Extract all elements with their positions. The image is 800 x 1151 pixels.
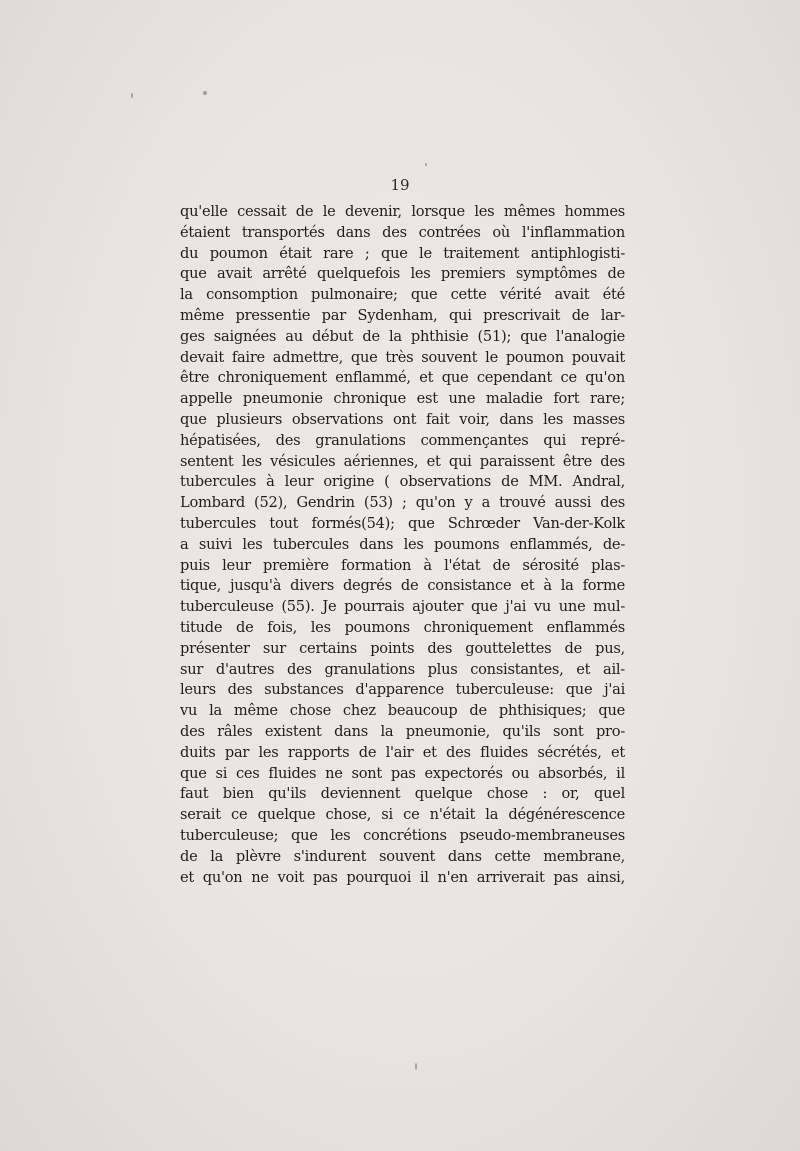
text-line: et qu'on ne voit pas pourquoi il n'en arriverait pas ainsi, <box>180 868 625 886</box>
text-line: ges saignées au début de la phthisie (51); que l'analogie <box>180 327 625 345</box>
text-line: duits par les rapports de l'air et des fluides sécrétés, et <box>180 743 625 761</box>
text-line: devait faire admettre, que très souvent le poumon pouvait <box>180 348 625 366</box>
body-text <box>180 202 625 888</box>
text-line: que avait arrêté quelquefois les premiers symptômes de <box>180 265 625 283</box>
text-line: tuberculeuse; que les concrétions pseudo-membraneuses <box>180 826 625 844</box>
text-line: étaient transportés dans des contrées où l'inflammation <box>180 223 625 241</box>
text-line: tique, jusqu'à divers degrés de consistance et à la forme <box>180 577 625 595</box>
ink-speck <box>415 1063 417 1070</box>
text-line: tuberculeuse (55). Je pourrais ajouter que j'ai vu une mul- <box>180 598 625 616</box>
text-line: titude de fois, les poumons chroniquement enflammés <box>180 618 625 636</box>
text-line: appelle pneumonie chronique est une maladie fort rare; <box>180 390 625 408</box>
page-number: 19 <box>390 176 410 194</box>
text-line: vu la même chose chez beaucoup de phthisiques; que <box>180 702 625 720</box>
text-line: tubercules à leur origine ( observations de MM. Andral, <box>180 473 625 491</box>
ink-speck <box>131 93 133 98</box>
ink-speck <box>203 91 207 95</box>
text-line: que plusieurs observations ont fait voir, dans les masses <box>180 410 625 428</box>
text-line: faut bien qu'ils deviennent quelque chose : or, quel <box>180 785 625 803</box>
text-line: présenter sur certains points des gouttelettes de pus, <box>180 639 625 657</box>
text-line: serait ce quelque chose, si ce n'était la dégénérescence <box>180 806 625 824</box>
text-line: leurs des substances d'apparence tuberculeuse: que j'ai <box>180 681 625 699</box>
text-line: tubercules tout formés(54); que Schrœder Van-der-Kolk <box>180 514 625 532</box>
text-line: de la plèvre s'indurent souvent dans cette membrane, <box>180 847 625 865</box>
text-line: hépatisées, des granulations commençantes qui repré- <box>180 431 625 449</box>
text-line: que si ces fluides ne sont pas expectorés ou absorbés, il <box>180 764 625 782</box>
text-line: même pressentie par Sydenham, qui prescrivait de lar- <box>180 306 625 324</box>
ink-speck <box>425 163 427 166</box>
text-line: qu'elle cessait de le devenir, lorsque les mêmes hommes <box>180 203 625 220</box>
text-line: être chroniquement enflammé, et que cependant ce qu'on <box>180 369 625 387</box>
text-line: sentent les vésicules aériennes, et qui paraissent être des <box>180 452 625 470</box>
text-line: puis leur première formation à l'état de sérosité plas- <box>180 556 625 574</box>
text-line: des râles existent dans la pneumonie, qu'ils sont pro- <box>180 722 625 740</box>
text-line: a suivi les tubercules dans les poumons enflammés, de- <box>180 535 625 553</box>
text-line: Lombard (52), Gendrin (53) ; qu'on y a trouvé aussi des <box>180 494 625 512</box>
text-line: la consomption pulmonaire; que cette vérité avait été <box>180 286 625 304</box>
text-line: du poumon était rare ; que le traitement antiphlogisti- <box>180 244 625 262</box>
text-line: sur d'autres des granulations plus consistantes, et ail- <box>180 660 625 678</box>
